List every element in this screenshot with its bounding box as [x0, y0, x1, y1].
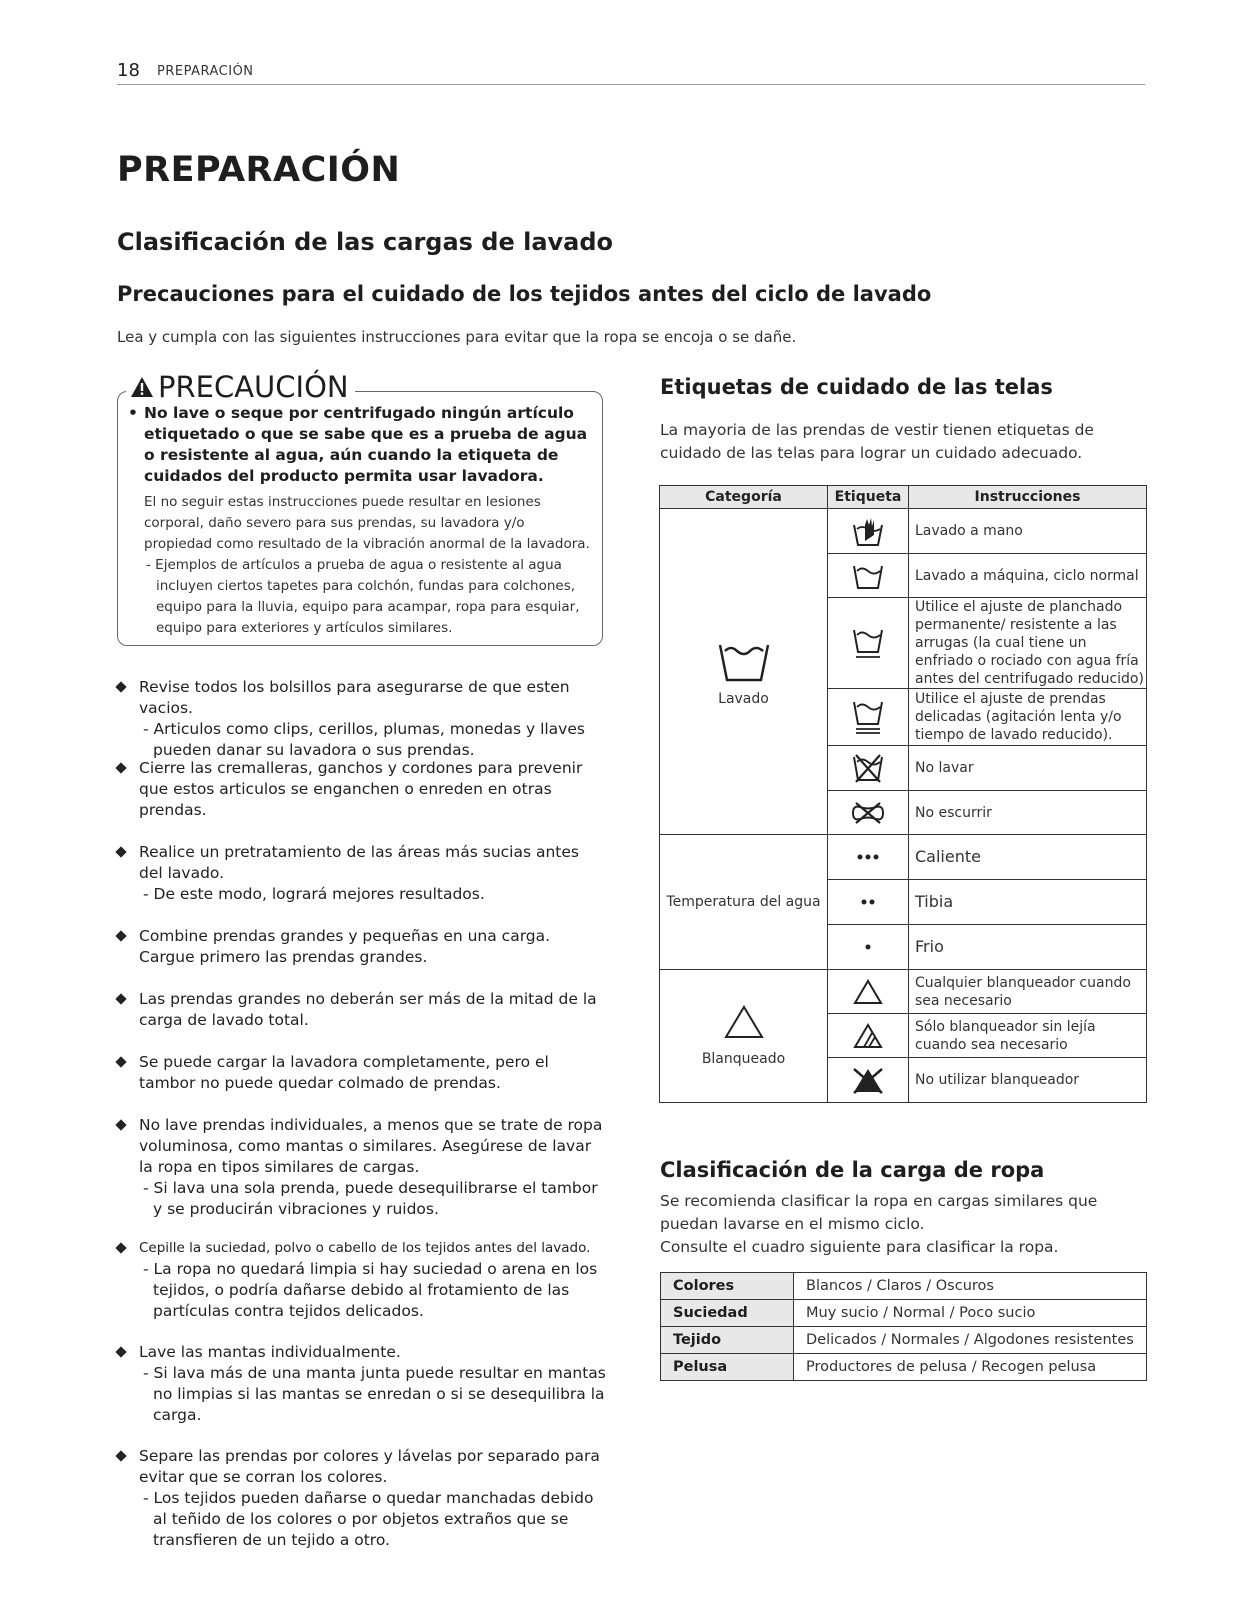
section-heading: Precauciones para el cuidado de los tejidos antes del ciclo de lavado: [117, 282, 932, 306]
page-title: PREPARACIÓN: [117, 150, 401, 190]
column-header: Etiqueta: [828, 486, 909, 509]
category-bleach: [660, 970, 828, 1103]
care-labels-intro: La mayoria de las prendas de vestir tienen etiquetas de cuidado de las telas para lograr un cuidado adecuado.: [660, 421, 1094, 462]
do-not-wring-icon: [828, 791, 909, 835]
table-row: [660, 509, 1147, 554]
page-header: [117, 60, 1145, 85]
warning-icon: [130, 376, 154, 398]
diamond-bullet-icon: [115, 1056, 126, 1067]
category-label: Blanqueado: [701, 1051, 786, 1067]
list-item: Realice un pretratamiento de las áreas más sucias antes del lavado. - De este modo, logrará mejores resultados.: [117, 842, 607, 905]
list-item: Revise todos los bolsillos para asegurarse de que esten vacios. - Articulos como clips, cerillos, plumas, monedas y llaves pueden danar su lavadora o sus prendas.: [117, 677, 607, 761]
do-not-bleach-icon: [828, 1058, 909, 1103]
diamond-bullet-icon: [115, 846, 126, 857]
table-row: Pelusa Productores de pelusa / Recogen pelusa: [661, 1354, 1147, 1381]
diamond-bullet-icon: [115, 1450, 126, 1461]
diamond-bullet-icon: [115, 1346, 126, 1357]
instruction-text: Utilice el ajuste de prendas delicadas (agitación lenta y/o tiempo de lavado reducido).: [909, 689, 1147, 746]
caution-bold-text: • No lave o seque por centrifugado ningún artículo etiquetado o que se sabe que es a prueba de agua o resistente al agua, aún cuando la etiqueta de cuidados del producto permita usar lavadora.: [128, 404, 588, 485]
instruction-text: Sólo blanqueador sin lejía cuando sea necesario: [909, 1014, 1147, 1058]
header-section: PREPARACIÓN: [157, 64, 254, 79]
caution-sub-text: - Ejemplos de artículos a prueba de agua o resistente al agua incluyen ciertos tapetes para colchón, fundas para colchones, equipo para la lluvia, equipo para acampar, ropa para esquiar, equipo para exteriores y artículos similares.: [146, 557, 580, 636]
sorting-intro: Se recomienda clasificar la ropa en cargas similares que puedan lavarse en el mismo ciclo. Consulte el cuadro siguiente para clasificar la ropa.: [660, 1192, 1098, 1256]
list-item: Cierre las cremalleras, ganchos y cordones para prevenir que estos articulos se enganchen o enreden en otras prendas.: [117, 758, 607, 821]
instruction-text: Cualquier blanqueador cuando sea necesario: [909, 970, 1147, 1014]
instruction-text: Utilice el ajuste de planchado permanente/ resistente a las arrugas (la cual tiene un enfriado o rociado con agua fría antes del centrifugado reducido): [909, 598, 1147, 689]
instruction-text: Lavado a mano: [909, 509, 1147, 554]
diamond-bullet-icon: [115, 930, 126, 941]
instruction-text: Frio: [909, 925, 1147, 970]
category-wash: [660, 509, 828, 835]
permanent-press-icon: [828, 598, 909, 689]
list-item: Separe las prendas por colores y lávelas por separado para evitar que se corran los colores. - Los tejidos pueden dañarse o quedar manchadas debido al teñido de los colores o por objetos extraños que se transfieren de un tejido a otro.: [117, 1446, 607, 1551]
column-header: Instrucciones: [909, 486, 1147, 509]
category-label: Temperatura del agua: [666, 894, 821, 910]
table-row: Suciedad Muy sucio / Normal / Poco sucio: [661, 1300, 1147, 1327]
caution-detail: [144, 492, 594, 639]
instruction-text: Caliente: [909, 835, 1147, 880]
diamond-bullet-icon: [115, 681, 126, 692]
delicate-wash-icon: [828, 689, 909, 746]
table-row: Colores Blancos / Claros / Oscuros: [661, 1273, 1147, 1300]
bleach-triangle-icon: [660, 1005, 827, 1039]
sorting-heading: Clasificación de la carga de ropa: [660, 1158, 1045, 1182]
instruction-text: No utilizar blanqueador: [909, 1058, 1147, 1103]
table-row: Tejido Delicados / Normales / Algodones resistentes: [661, 1327, 1147, 1354]
warm-water-icon: [828, 880, 909, 925]
wash-tub-icon: [660, 637, 827, 683]
caution-box: [117, 370, 603, 646]
table-row: [660, 970, 1147, 1014]
list-item: Lave las mantas individualmente. - Si lava más de una manta junta puede resultar en mantas no limpias si las mantas se enredan o si se desequilibra la carga.: [117, 1342, 607, 1426]
caution-detail-text: El no seguir estas instrucciones puede resultar en lesiones corporal, daño severo para sus prendas, su lavadora y/o propiedad como resultado de la vibración anormal de la lavadora.: [144, 494, 590, 552]
hot-water-icon: [828, 835, 909, 880]
list-item: Se puede cargar la lavadora completamente, pero el tambor no puede quedar colmado de prendas.: [117, 1052, 607, 1094]
care-labels-heading: Etiquetas de cuidado de las telas: [660, 375, 1053, 399]
any-bleach-icon: [828, 970, 909, 1014]
care-labels-table: [659, 485, 1147, 1103]
diamond-bullet-icon: [115, 993, 126, 1004]
caution-title-text: PRECAUCIÓN: [158, 370, 349, 404]
diamond-bullet-icon: [115, 1242, 126, 1253]
diamond-bullet-icon: [115, 1119, 126, 1130]
instruction-text: Tibia: [909, 880, 1147, 925]
machine-wash-icon: [828, 554, 909, 598]
column-header: Categoría: [660, 486, 828, 509]
list-item: Cepille la suciedad, polvo o cabello de los tejidos antes del lavado. - La ropa no quedará limpia si hay suciedad o arena en los tejidos, o podría dañarse debido al frotamiento de las partículas contra tejidos delicados.: [117, 1238, 607, 1322]
list-item: Combine prendas grandes y pequeñas en una carga. Cargue primero las prendas grandes.: [117, 926, 607, 968]
intro-text: Lea y cumpla con las siguientes instrucciones para evitar que la ropa se encoja o se dañe.: [117, 328, 797, 346]
hand-wash-icon: [828, 509, 909, 554]
diamond-bullet-icon: [115, 762, 126, 773]
instruction-text: No lavar: [909, 746, 1147, 791]
category-temperature: [660, 835, 828, 970]
caution-title: [126, 370, 355, 404]
instruction-text: Lavado a máquina, ciclo normal: [909, 554, 1147, 598]
non-chlorine-bleach-icon: [828, 1014, 909, 1058]
sorting-table: [660, 1272, 1147, 1381]
table-header-row: [660, 486, 1147, 509]
list-item: Las prendas grandes no deberán ser más de la mitad de la carga de lavado total.: [117, 989, 607, 1031]
table-row: [660, 835, 1147, 880]
instruction-text: No escurrir: [909, 791, 1147, 835]
do-not-wash-icon: [828, 746, 909, 791]
list-item: No lave prendas individuales, a menos que se trate de ropa voluminosa, como mantas o similares. Asegúrese de lavar la ropa en tipos similares de cargas. - Si lava una sola prenda, puede desequilibrarse el tambor y se producirán vibraciones y ruidos.: [117, 1115, 607, 1220]
cold-water-icon: [828, 925, 909, 970]
page-number: 18: [117, 60, 140, 81]
subtitle: Clasificación de las cargas de lavado: [117, 228, 614, 256]
category-label: Lavado: [718, 690, 769, 707]
